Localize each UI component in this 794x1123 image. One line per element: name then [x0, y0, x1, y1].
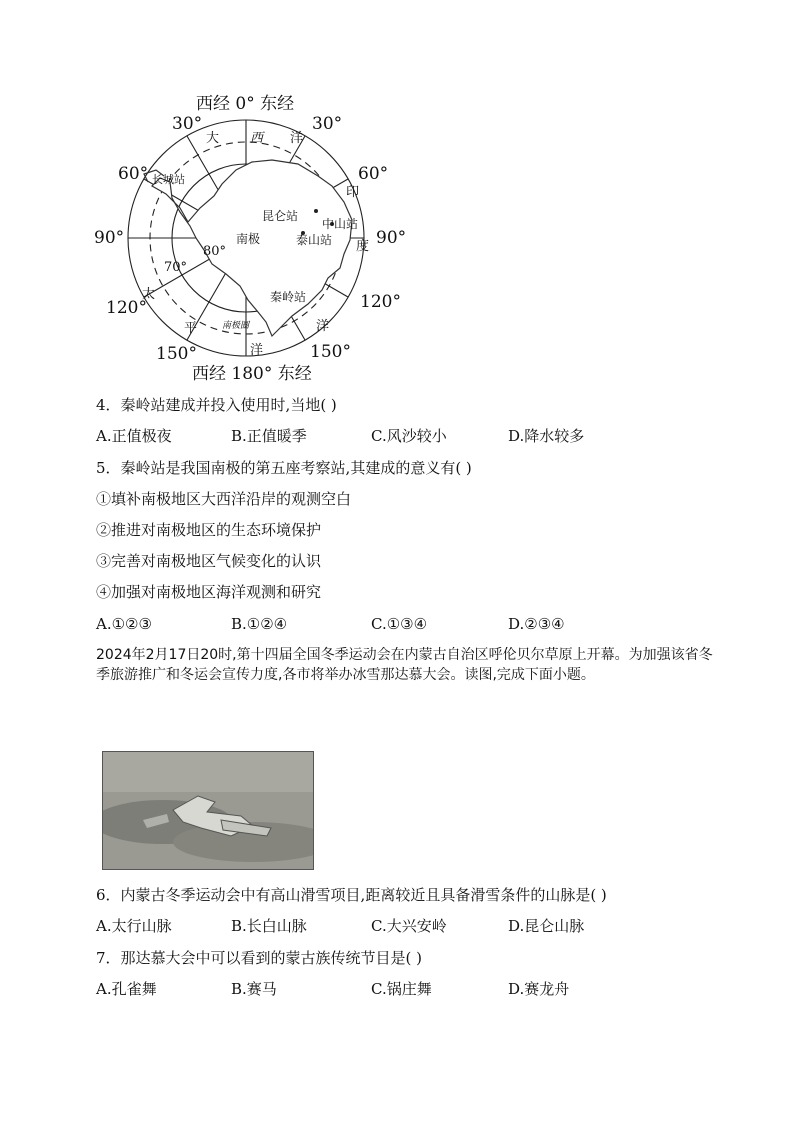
question-5-stem: 5．秦岭站是我国南极的第五座考察站,其建成的意义有( ) [96, 459, 472, 477]
latitude-70-label: 70° [164, 260, 188, 275]
antarctic-circle-label: 南极圈 [222, 321, 250, 331]
degree-30-east: 30° [312, 114, 343, 134]
station-changcheng: 长城站 [152, 173, 185, 186]
q4-option-c[interactable]: C.风沙较小 [371, 427, 447, 445]
q4-option-a[interactable]: A.正值极夜 [96, 427, 172, 445]
degree-90-east: 90° [376, 228, 407, 248]
bottom-meridian-label: 西经 180° 东经 [192, 364, 312, 384]
q7-option-d[interactable]: D.赛龙舟 [508, 980, 570, 998]
ocean-label-yang-pacific: 洋 [250, 343, 264, 358]
q5-item-3: ③完善对南极地区气候变化的认识 [96, 552, 322, 570]
q7-option-c[interactable]: C.锅庄舞 [371, 980, 432, 998]
top-meridian-label: 西经 0° 东经 [196, 94, 295, 114]
q5-item-4: ④加强对南极地区海洋观测和研究 [96, 583, 322, 601]
question-6-stem: 6．内蒙古冬季运动会中有高山滑雪项目,距离较近且具备滑雪条件的山脉是( ) [96, 886, 607, 904]
ocean-label-da: 大 [206, 131, 220, 146]
station-kunlun: 昆仑站 [262, 209, 299, 223]
q7-option-a[interactable]: A.孔雀舞 [96, 980, 157, 998]
q6-option-a[interactable]: A.太行山脉 [96, 917, 172, 935]
q4-option-b[interactable]: B.正值暖季 [231, 427, 307, 445]
question-4-stem: 4．秦岭站建成并投入使用时,当地( ) [96, 396, 337, 414]
q4-option-d[interactable]: D.降水较多 [508, 427, 585, 445]
q5-item-2: ②推进对南极地区的生态环境保护 [96, 521, 322, 539]
degree-150-west: 150° [156, 344, 197, 364]
degree-60-east: 60° [358, 164, 389, 184]
question-7-stem: 7．那达慕大会中可以看到的蒙古族传统节目是( ) [96, 949, 423, 967]
ice-snow-photo [102, 751, 314, 870]
passage-text: 2024年2月17日20时,第十四届全国冬季运动会在内蒙古自治区呼伦贝尔草原上开幕。为加强该省冬季旅游推广和冬运会宣传力度,各市将举办冰雪那达慕大会。读图,完成下面小题。 [96, 647, 713, 683]
q6-option-b[interactable]: B.长白山脉 [231, 917, 307, 935]
south-pole-label: 南极 [236, 232, 261, 246]
q6-option-c[interactable]: C.大兴安岭 [371, 917, 447, 935]
q5-option-b[interactable]: B.①②④ [231, 615, 288, 633]
degree-90-west: 90° [94, 228, 125, 248]
antarctic-polar-map [94, 90, 420, 390]
degree-30-west: 30° [172, 114, 203, 134]
ocean-label-ping: 平 [184, 321, 198, 336]
photo-graphic [103, 752, 313, 869]
station-zhongshan: 中山站 [322, 217, 359, 231]
degree-150-east: 150° [310, 342, 351, 362]
q5-option-d[interactable]: D.②③④ [508, 615, 565, 633]
ocean-label-tai: 太 [142, 287, 156, 302]
degree-60-west: 60° [118, 164, 149, 184]
ocean-label-yang-indian: 洋 [316, 319, 330, 334]
q7-option-b[interactable]: B.赛马 [231, 980, 277, 998]
q5-item-1: ①填补南极地区大西洋沿岸的观测空白 [96, 490, 352, 508]
latitude-80-label: 80° [203, 244, 227, 259]
ocean-label-yang-atlantic: 洋 [290, 131, 304, 146]
q5-option-a[interactable]: A.①②③ [96, 615, 152, 633]
q6-option-d[interactable]: D.昆仑山脉 [508, 917, 585, 935]
station-qinling: 秦岭站 [270, 290, 307, 304]
ocean-label-xi: 西 [250, 131, 264, 146]
station-taishan: 泰山站 [296, 233, 333, 247]
ocean-label-yin: 印 [346, 185, 360, 200]
degree-120-west: 120° [106, 298, 147, 318]
degree-120-east: 120° [360, 292, 401, 312]
q5-option-c[interactable]: C.①③④ [371, 615, 428, 633]
ocean-label-du: 度 [356, 239, 370, 254]
